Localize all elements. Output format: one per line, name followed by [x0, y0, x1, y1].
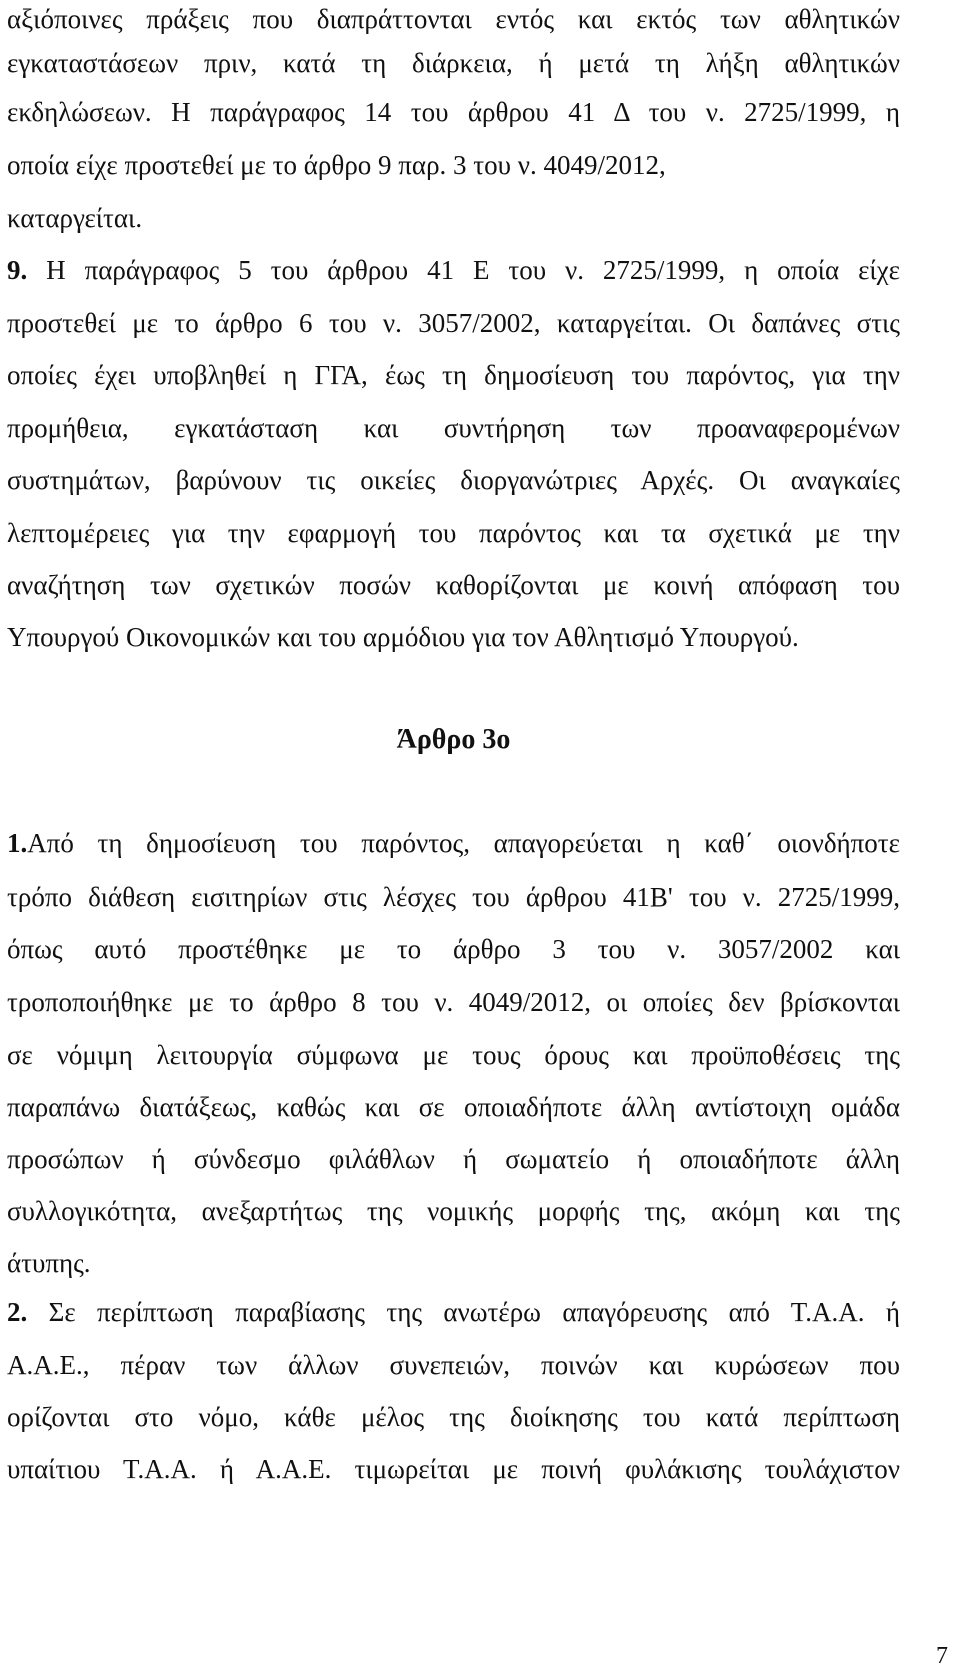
text-line: παραπάνω διατάξεως, καθώς και σε οποιαδήποτε άλλη αντίστοιχη ομάδα — [7, 1092, 900, 1122]
text-line: αναζήτηση των σχετικών ποσών καθορίζονται με κοινή απόφαση του — [7, 570, 900, 600]
text-line: Υπουργού Οικονομικών και του αρμόδιου για τον Αθλητισμό Υπουργού. — [7, 622, 799, 652]
text-line: καταργείται. — [7, 203, 143, 233]
page-number: 7 — [936, 1643, 948, 1669]
text-line: συλλογικότητα, ανεξαρτήτως της νομικής μορφής της, ακόμη και της — [7, 1196, 900, 1226]
paragraph-number: 2. — [7, 1297, 28, 1327]
text-span: Από τη δημοσίευση του παρόντος, απαγορεύεται η καθ΄ οιονδήποτε — [27, 828, 900, 858]
paragraph-number: 1. — [7, 828, 28, 858]
text-line: όπως αυτό προστέθηκε με το άρθρο 3 του ν. 3057/2002 και — [7, 934, 900, 964]
paragraph-1-first-line — [7, 826, 900, 860]
text-line: προμήθεια, εγκατάσταση και συντήρηση των προαναφερομένων — [7, 413, 900, 443]
text-span: Σε περίπτωση παραβίασης της ανωτέρω απαγόρευσης από Τ.Α.Α. ή — [27, 1297, 900, 1327]
text-line: προστεθεί με το άρθρο 6 του ν. 3057/2002, καταργείται. Οι δαπάνες στις — [7, 308, 900, 338]
article-heading: Άρθρο 3ο — [396, 724, 511, 755]
text-line: άτυπης. — [7, 1248, 91, 1278]
text-line: τρόπο διάθεση εισιτηρίων στις λέσχες του άρθρου 41Β' του ν. 2725/1999, — [7, 882, 900, 912]
text-line: οποία είχε προστεθεί με το άρθρο 9 παρ. 3 του ν. 4049/2012, — [7, 150, 666, 180]
text-span: Η παράγραφος 5 του άρθρου 41 Ε του ν. 2725/1999, η οποία είχε — [27, 255, 900, 285]
paragraph-2-first-line — [7, 1295, 900, 1329]
text-line: εκδηλώσεων. Η παράγραφος 14 του άρθρου 41 Δ του ν. 2725/1999, η — [7, 97, 900, 127]
text-line: αξιόποινες πράξεις που διαπράττονται εντός και εκτός των αθλητικών — [7, 4, 900, 34]
text-line: Α.Α.Ε., πέραν των άλλων συνεπειών, ποινών και κυρώσεων που — [7, 1350, 900, 1380]
paragraph-number: 9. — [7, 255, 28, 285]
text-line: τροποποιήθηκε με το άρθρο 8 του ν. 4049/2012, οι οποίες δεν βρίσκονται — [7, 987, 900, 1017]
text-line: σε νόμιμη λειτουργία σύμφωνα με τους όρους και προϋποθέσεις της — [7, 1040, 900, 1070]
text-line: οποίες έχει υποβληθεί η ΓΓΑ, έως τη δημοσίευση του παρόντος, για την — [7, 360, 900, 390]
paragraph-9-first-line — [7, 253, 900, 287]
text-line: εγκαταστάσεων πριν, κατά τη διάρκεια, ή μετά τη λήξη αθλητικών — [7, 48, 900, 78]
text-line: προσώπων ή σύνδεσμο φιλάθλων ή σωματείο ή οποιαδήποτε άλλη — [7, 1144, 900, 1174]
text-line: λεπτομέρειες για την εφαρμογή του παρόντος και τα σχετικά με την — [7, 518, 900, 548]
text-line: συστημάτων, βαρύνουν τις οικείες διοργανώτριες Αρχές. Οι αναγκαίες — [7, 465, 900, 495]
text-line: υπαίτιου Τ.Α.Α. ή Α.Α.Ε. τιμωρείται με ποινή φυλάκισης τουλάχιστον — [7, 1454, 900, 1484]
text-line: ορίζονται στο νόμο, κάθε μέλος της διοίκησης του κατά περίπτωση — [7, 1402, 900, 1432]
